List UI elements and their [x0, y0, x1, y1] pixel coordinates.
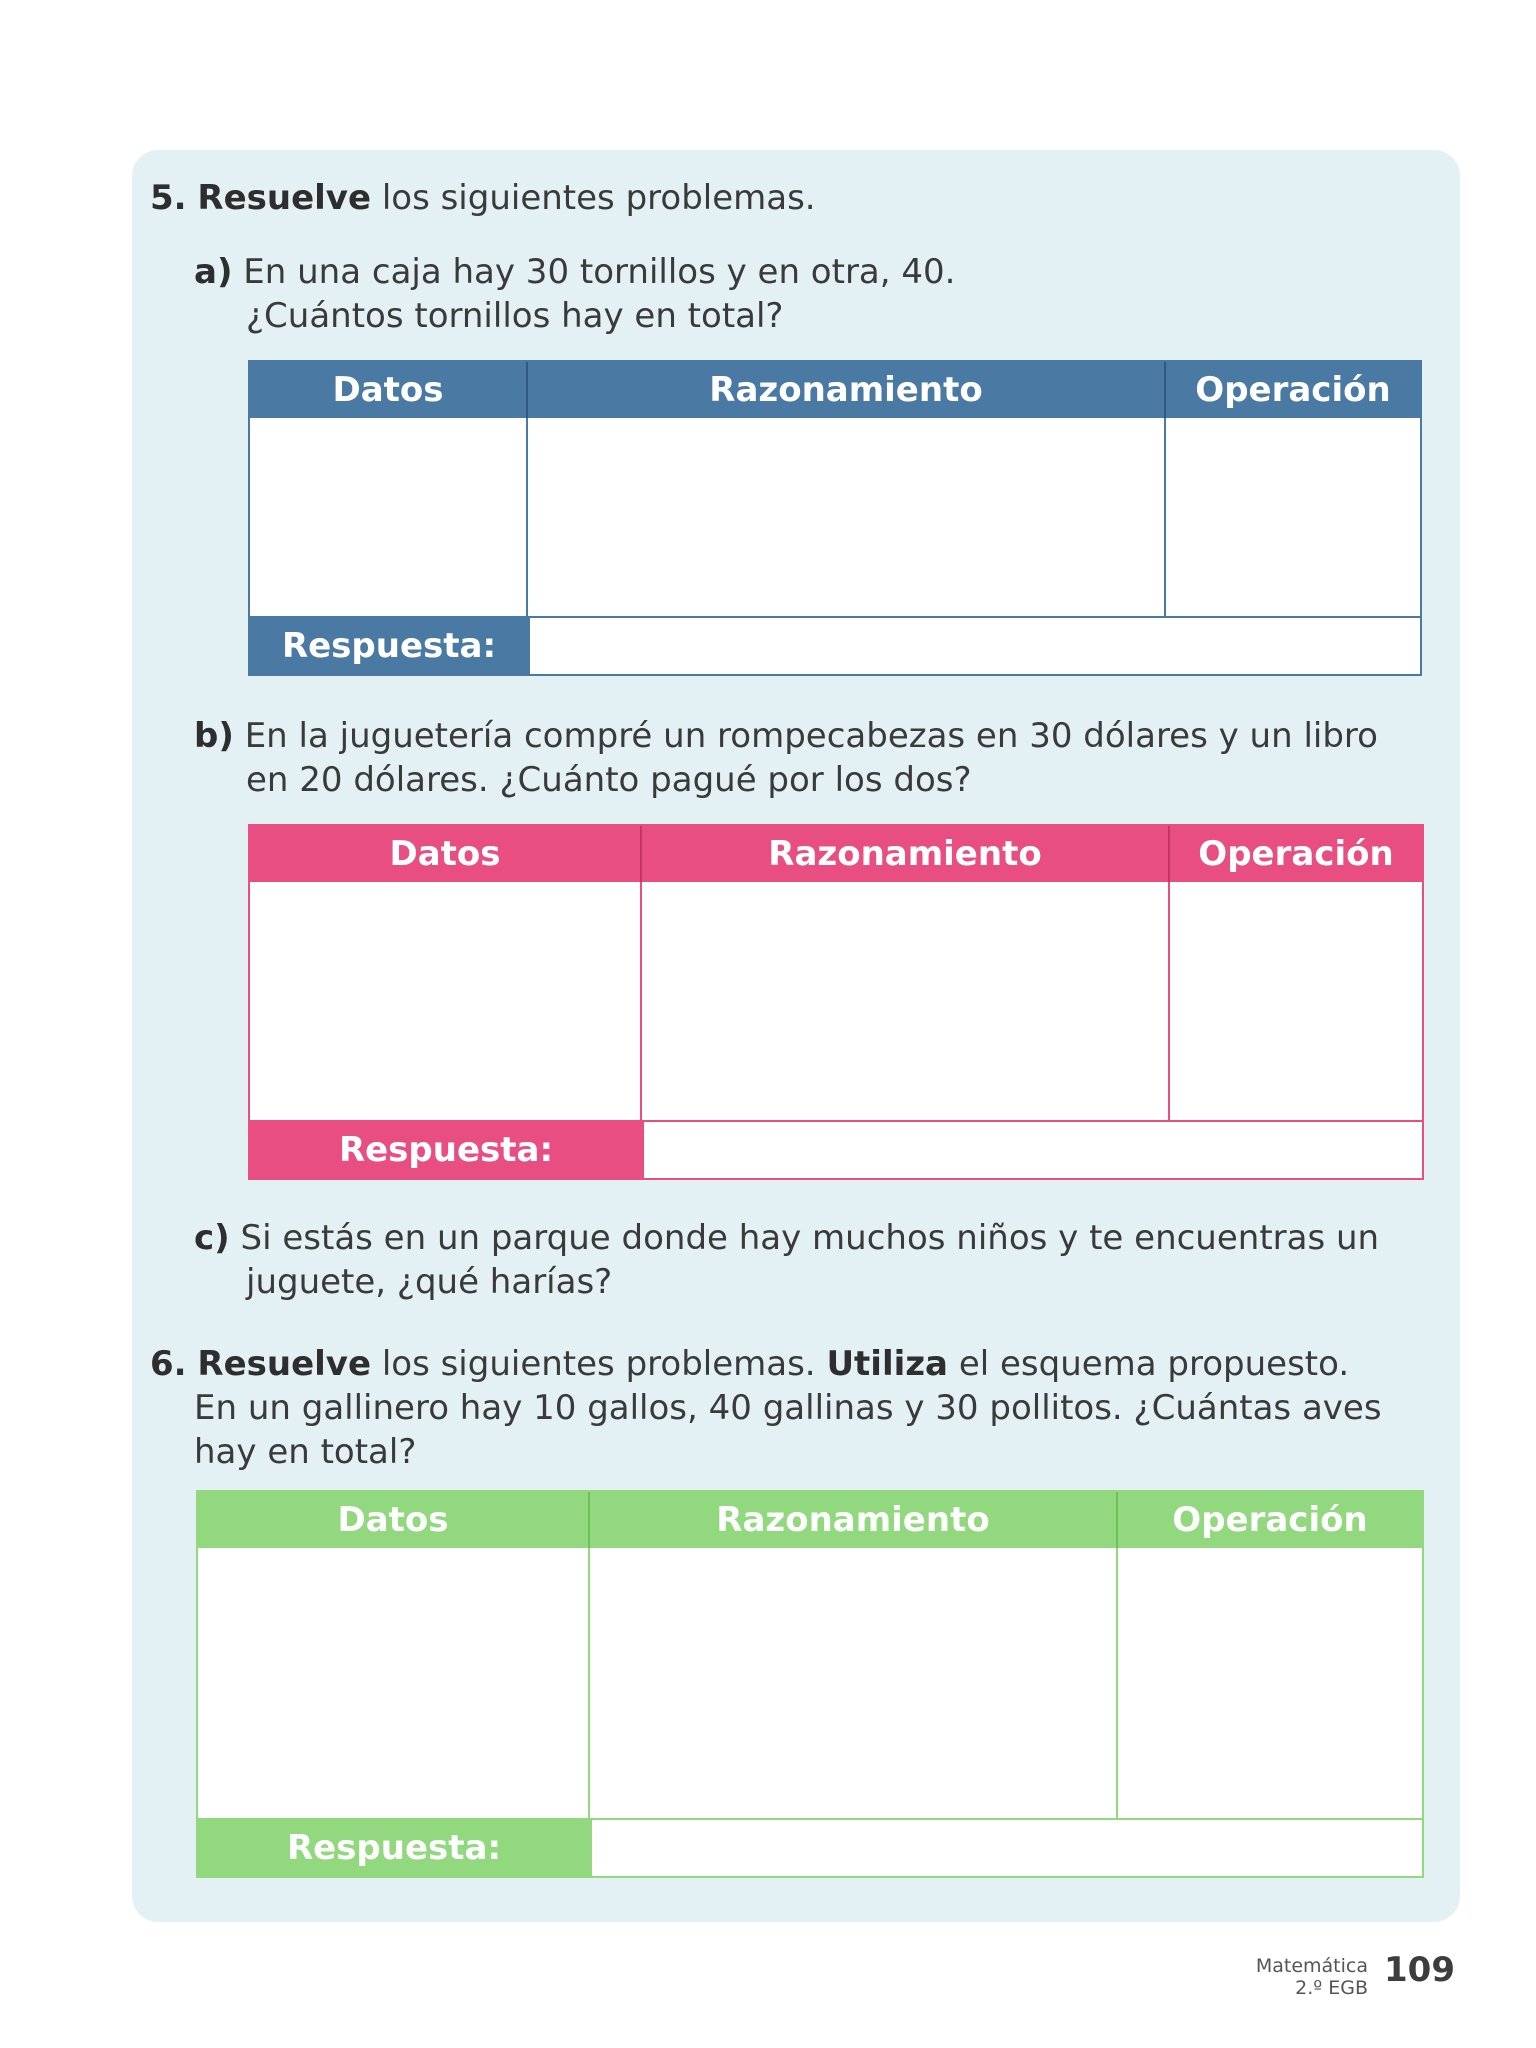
header-operacion: Operación [1166, 362, 1420, 418]
footer-grade: 2.º EGB [1295, 1977, 1368, 1999]
part-b-text: En la juguetería compré un rompecabezas en 30 dólares y un libro [244, 716, 1378, 756]
question-6-text1: los siguientes problemas. [381, 1344, 816, 1384]
header-datos: Datos [250, 362, 528, 418]
part-c-letter: c) [194, 1218, 230, 1258]
question-6-text2: el esquema propuesto. [958, 1344, 1350, 1384]
scheme-table-c [196, 1490, 1424, 1878]
razonamiento-cell[interactable] [590, 1548, 1118, 1820]
respuesta-field[interactable] [528, 618, 1420, 674]
respuesta-field[interactable] [590, 1820, 1422, 1876]
part-b-line2: en 20 dólares. ¿Cuánto pagué por los dos? [246, 760, 972, 800]
question-5-instruction: los siguientes problemas. [381, 178, 816, 218]
respuesta-label: Respuesta: [250, 618, 528, 674]
footer-subject-block [1256, 1955, 1368, 1999]
datos-cell[interactable] [250, 882, 642, 1122]
scheme-table-b [248, 824, 1424, 1180]
footer-subject: Matemática [1255, 1955, 1368, 1977]
respuesta-label: Respuesta: [198, 1820, 590, 1876]
page-number: 109 [1384, 1950, 1455, 1990]
header-operacion: Operación [1118, 1492, 1422, 1548]
part-b-letter: b) [194, 716, 234, 756]
scheme-table-a [248, 360, 1422, 676]
datos-cell[interactable] [198, 1548, 590, 1820]
part-c-line1 [194, 1216, 1379, 1260]
part-a-line1 [194, 250, 955, 294]
respuesta-label: Respuesta: [250, 1122, 642, 1178]
header-razonamiento: Razonamiento [528, 362, 1166, 418]
question-6-verb2: Utiliza [826, 1344, 948, 1384]
part-c-text: Si estás en un parque donde hay muchos niños y te encuentras un [240, 1218, 1380, 1258]
header-razonamiento: Razonamiento [642, 826, 1170, 882]
header-operacion: Operación [1170, 826, 1422, 882]
razonamiento-cell[interactable] [528, 418, 1166, 618]
header-datos: Datos [198, 1492, 590, 1548]
question-6-verb1: Resuelve [197, 1344, 372, 1384]
razonamiento-cell[interactable] [642, 882, 1170, 1122]
header-razonamiento: Razonamiento [590, 1492, 1118, 1548]
question-5-heading [150, 176, 816, 220]
header-datos: Datos [250, 826, 642, 882]
part-a-letter: a) [194, 252, 233, 292]
part-a-text: En una caja hay 30 tornillos y en otra, 40. [243, 252, 956, 292]
question-6-line3: hay en total? [194, 1432, 417, 1472]
operacion-cell[interactable] [1118, 1548, 1422, 1820]
question-5-verb: Resuelve [197, 178, 372, 218]
part-b-line1 [194, 714, 1378, 758]
respuesta-field[interactable] [642, 1122, 1422, 1178]
question-6-line2: En un gallinero hay 10 gallos, 40 gallinas y 30 pollitos. ¿Cuántas aves [194, 1388, 1382, 1428]
question-6-number: 6. [150, 1344, 187, 1384]
datos-cell[interactable] [250, 418, 528, 618]
operacion-cell[interactable] [1170, 882, 1422, 1122]
part-a-line2: ¿Cuántos tornillos hay en total? [246, 296, 784, 336]
question-6-heading [150, 1342, 1349, 1386]
operacion-cell[interactable] [1166, 418, 1420, 618]
part-c-line2: juguete, ¿qué harías? [246, 1262, 613, 1302]
question-5-number: 5. [150, 178, 187, 218]
